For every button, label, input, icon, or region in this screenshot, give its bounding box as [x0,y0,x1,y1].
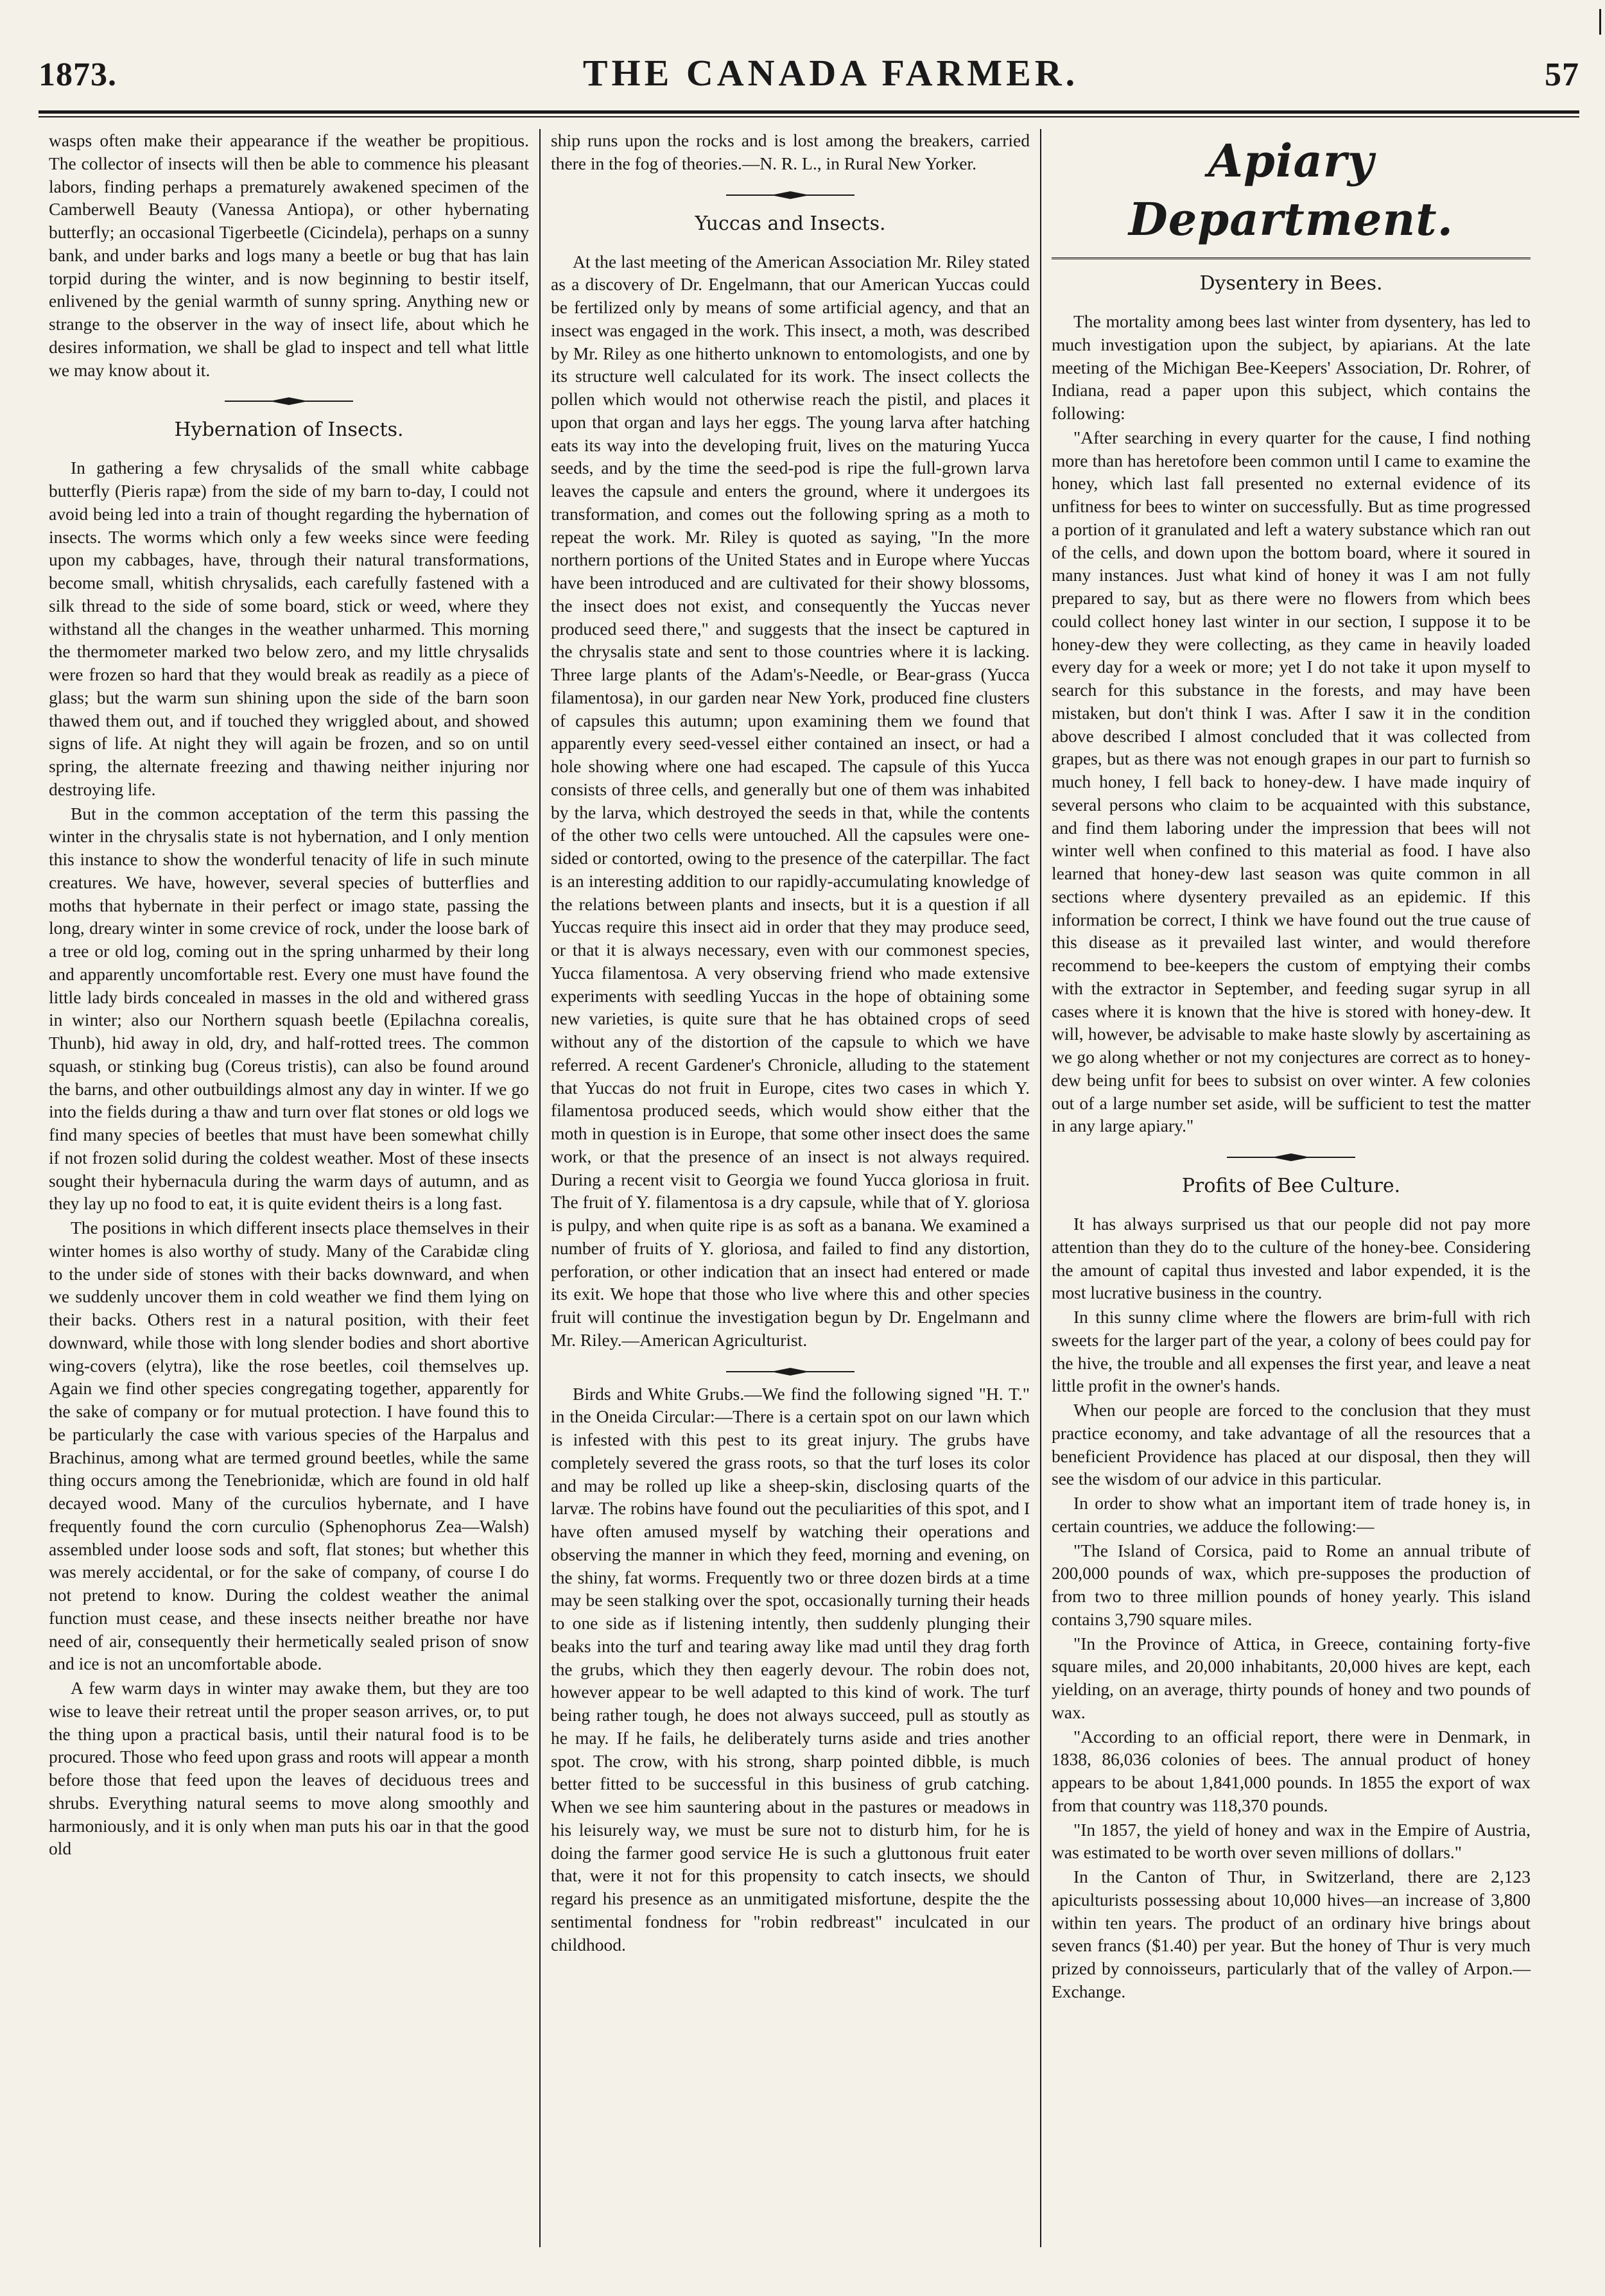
paragraph: In gathering a few chrysalids of the small white cabbage butterfly (Pieris rapæ) from the side of my barn to-day, I could not avoid being led into a train of thought regarding the hybernation of insects. The worms which only a few weeks since were feeding upon my cabbages, have, through their natural transformations, become small, whitish chrysalids, each carefully fastened with a silk thread to the side of some board, stick or weed, where they withstand all the changes in the weather unharmed. This morning the thermometer marked two below zero, and my little chrysalids were frozen so hard that they would break as readily as a piece of glass; but the warm sun shining upon the side of the barn soon thawed them out, and if touched they wriggled about, and showed signs of life. At night they will again be frozen, and so on until spring, the alternate freezing and thawing neither injuring nor destroying life. [49,458,529,799]
page-number: 57 [1545,56,1579,93]
article-heading: Yuccas and Insects. [695,212,886,235]
section-separator [551,191,1030,200]
page [39,51,1579,2272]
paragraph: When our people are forced to the conclusion that they must practice economy, and take advantage of all the resources that a beneficient Providence has placed at our disposal, then they will see the wisdom of our advice in this particular. [1052,1400,1531,1489]
issue-year: 1873. [39,56,117,93]
masthead [39,51,1579,105]
column-3 [1040,129,1541,2247]
department-heading: Apiary Department. [1052,132,1531,259]
paragraph: But in the common acceptation of the term this passing the winter in the chrysalis state is not hybernation, and I only mention this instance to show the wonderful tenacity of life in such minute creatures. We have, however, several species of butterflies and moths that hybernate in their perfect or imago state, passing the long, dreary winter in some crevice of rock, under the loose bark of a tree or old log, coming out in the spring unharmed by their long and apparently uncomfortable rest. Every one must have found the little lady birds concealed in masses in the old and withered grass in winter; also our Northern squash beetle (Epilachna corealis, Thunb), hid away in old, dry, and half-rotted trees. The common squash, or stinking bug (Coreus tristis), can also be found around the barns, and other outbuildings almost any day in winter. If we go into the fields during a thaw and turn over flat stones or old logs we find many species of beetles that must have been somewhat chilly if not frozen solid during the coldest weather. Most of these insects sought their hybernacula during the warm days of autumn, and as they lay up no food to eat, it is quite evident theirs is a long fast. [49,803,529,1214]
paragraph: In this sunny clime where the flowers are brim-full with rich sweets for the larger part of the year, a colony of bees could pay for the hive, the trouble and all expenses the first year, and leave a neat little profit in the owner's hands. [1052,1307,1531,1396]
paragraph: ship runs upon the rocks and is lost among the breakers, carried there in the fog of theories.—N. R. L., in Rural New Yorker. [551,130,1030,173]
paragraph: In order to show what an important item of trade honey is, in certain countries, we adduce the following:— [1052,1493,1531,1536]
paragraph: wasps often make their appearance if the weather be propitious. The collector of insects will then be able to commence his pleasant labors, finding perhaps a prematurely awakened specimen of the Camberwell Beauty (Vanessa Antiopa), or other hybernating butterfly; an occasional Tigerbeetle (Cicindela), perhaps on a sunny bank, and under barks and logs many a beetle or bug that has lain torpid during the winter, and is now beginning to bestir itself, enlivened by the genial warmth of sunny spring. Anything new or strange to the observer in the way of insect life, about which he desires information, we shall be glad to inspect and tell what little we may know about it. [49,130,529,380]
paragraph: "In the Province of Attica, in Greece, containing forty-five square miles, and 20,000 inhabitants, 20,000 hives are kept, each yielding, on an average, thirty pounds of honey and two pounds of wax. [1052,1633,1531,1722]
newspaper-title: THE CANADA FARMER. [582,52,1079,94]
paragraph: Birds and White Grubs.—We find the following signed "H. T." in the Oneida Circular:—There is a certain spot on our lawn which is infested with this pest to its great injury. The grubs have completely severed the grass roots, so that the turf loses its color and may be rolled up like a sheep-skin, disclosing quarts of the larvæ. The robins have found out the peculiarities of this spot, and I have often amused myself by watching their operations and observing the manner in which they feed, morning and evening, on the shiny, fat worms. Frequently two or three dozen birds at a time may be seen stalking over the spot, occasionally turning their heads to one side as if listening intently, then suddenly plunging their beaks into the turf and tearing away like mad until they drag forth the grubs, which they then eagerly devour. The robin does not, however appear to be well adapted to this kind of work. The turf being rather tough, he does not always succeed, pull as stoutly as he may. If he fails, he deliberately turns aside and tries another spot. The crow, with his strong, sharp pointed dibble, is much better fitted to be successful in this business of grub catching. When we see him sauntering about in the pastures or meadows in his leisurely way, we must be sure not to disturb him, for he is doing the farmer good service He is such a gluttonous fruit eater that, were it not for this propensity to catch insects, we should regard his presence as an unmitigated misfortune, despite the the sentimental fondness for "robin redbreast" inculcated in our childhood. [551,1383,1030,1955]
paragraph: "After searching in every quarter for the cause, I find nothing more than has heretofore been common until I came to examine the honey, which last fall presented no external evidence of its unfitness for bees to winter on successfully. But as time progressed a portion of it granulated and left a watery substance which ran out of the cells, and down upon the bottom board, where it soured in many instances. Just what kind of honey it was I am not fully prepared to say, but as there were no flowers from which bees could collect honey last winter in our section, I suppose it to be honey-dew they were collecting, as they came in heavily loaded every day for a week or more; yet I do not take it upon myself to search for this substance in the forests, and may have been mistaken, but don't think I was. After I saw it in the condition above described I almost concluded that it was collected from grapes, but as there was not enough grapes in our part to furnish so much honey, I fell back to honey-dew. I have made inquiry of several persons who claim to be acquainted with this substance, and find them laboring under the impression that bees will not winter well when confined to this material as food. I have also learned that honey-dew last season was quite common in all sections where dysentery prevailed as an epidemic. If this information be correct, I think we have found out the true cause of this disease as it prevailed last winter, and would therefore recommend to bee-keepers the custom of emptying their combs with the extractor in September, and feeding sugar syrup in all cases where it is known that the hive is stored with honey-dew. It will, however, be advisable to make haste slowly by ascertaining as we go along whether or not my conjectures are correct as to honey-dew being unfit for bees to subsist on over winter. A few colonies out of a large number set aside, will be sufficient to test the matter in any large apiary." [1052,427,1531,1136]
header-rule-thin [39,116,1579,117]
article-heading: Dysentery in Bees. [1199,272,1383,295]
paragraph: At the last meeting of the American Association Mr. Riley stated as a discovery of Dr. Engelmann, that our American Yuccas could be fertilized only by means of some artificial agency, and that an insect was engaged in the work. This insect, a moth, was described by Mr. Riley as one hitherto unknown to entomologists, and one by its structure well calculated for its work. The insect collects the pollen which would not otherwise reach the pistil, and places it upon that organ and lays her eggs. The young larva after hatching eats its way into the developing fruit, lives on the maturing Yucca seeds, and by the time the seed-pod is ripe the full-grown larva leaves the capsule and enters the ground, where it undergoes its transformation, and comes out the following spring as a moth to repeat the work. Mr. Riley is quoted as saying, "In the more northern portions of the United States and in Europe where Yuccas have been introduced and are cultivated for their showy blossoms, the insect does not exist, and consequently the Yuccas never produced seed there," and suggests that the insect be captured in the chrysalis state and sent to those countries where it is lacking. Three large plants of the Adam's-Needle, or Bear-grass (Yucca filamentosa), in our garden near New York, produced fine clusters of capsules this autumn; upon examining them we found that apparently every seed-vessel either contained an insect, or had a hole showing where one had escaped. The capsule of this Yucca consists of three cells, and generally but one of them was inhabited by the larva, which destroyed the seeds in that, while the contents of the other two cells were untouched. All the capsules were one-sided or contorted, owing to the presence of the caterpillar. The fact is an interesting addition to our rapidly-accumulating knowledge of the relations between plants and insects, but it is a question if all Yuccas require this insect aid in order that they may produce seed, or that it is always necessary, even with our commonest species, Yucca filamentosa. A very observing friend who made extensive experiments with seedling Yuccas in the hope of obtaining some new varieties, is quite sure that he has obtained crops of seed without any of the distortion of the capsule to which we have referred. A recent Gardener's Chronicle, alluding to the statement that Yuccas do not fruit in Europe, cites two cases in which Y. filamentosa produced seeds, which would show either that the moth in question is in Europe, that some other insect does the same work, or that the presence of an insect is not always required. During a recent visit to Georgia we found Yucca gloriosa in fruit. The fruit of Y. filamentosa is a dry capsule, while that of Y. gloriosa is pulpy, and when quite ripe is as soft as a banana. We examined a number of fruits of Y. gloriosa, and failed to find any distortion, perforation, or other indication that an insect had entered or made its exit. We hope that those who live where this and other species fruit will continue the investigation begun by Dr. Engelmann and Mr. Riley.—American Agriculturist. [551,251,1030,1350]
section-separator [1052,1153,1531,1162]
paragraph: In the Canton of Thur, in Switzerland, there are 2,123 apiculturists possessing about 10,000 hives—an increase of 3,800 within ten years. The product of an ordinary hive brings about seven francs ($1.40) per year. But the honey of Thur is very much prized by connoisseurs, particularly that of the valley of Arpon.—Exchange. [1052,1867,1531,2001]
paragraph: "In 1857, the yield of honey and wax in the Empire of Austria, was estimated to be worth over seven millions of dollars." [1052,1819,1531,1863]
section-separator [551,1367,1030,1376]
page-edge-mark [1599,9,1601,35]
column-1 [39,129,539,2247]
column-2 [539,129,1040,2247]
paragraph: The positions in which different insects place themselves in their winter homes is also worthy of study. Many of the Carabidæ cling to the under side of stones with their backs downward, and when we suddenly uncover them in cold weather we find them lying on their backs. Others rest in a natural position, with their feet downward, while those with long slender bodies and short abortive wing-covers (elytra), like the rose beetles, coil themselves up. Again we find other species congregating together, apparently for the sake of company or for mutual protection. I have found this to be particularly the case with various species of the Harpalus and Brachinus, among what are termed ground beetles, while the same thing occurs among the Tenebrionidæ, which are found in old half decayed wood. Many of the curculios hybernate, and I have frequently found the corn curculio (Sphenophorus Zea—Walsh) assembled under loose sods and soft, flat stones; but whether this was merely accidental, or for the sake of company, of course I do not pretend to know. During the coldest weather the animal function must cease, and these insects neither breathe nor have need of air, consequently their hermetically sealed prison of snow and ice is not an uncomfortable abode. [49,1218,529,1674]
paragraph: The mortality among bees last winter from dysentery, has led to much investigation upon the subject, by apiarians. At the late meeting of the Michigan Bee-Keepers' Association, Dr. Rohrer, of Indiana, read a paper upon this subject, which contains the following: [1052,311,1531,423]
section-separator [49,397,529,406]
article-heading: Profits of Bee Culture. [1181,1175,1401,1197]
paragraph: A few warm days in winter may awake them, but they are too wise to leave their retreat until the proper season arrives, or, to put the thing upon a practical basis, until their natural food is to be procured. Those who feed upon grass and roots will appear a month before those that feed upon the leaves of deciduous trees and shrubs. Everything natural seems to move along smoothly and harmoniously, and it is only when man puts his oar in that the good old [49,1678,529,1859]
paragraph: "The Island of Corsica, paid to Rome an annual tribute of 200,000 pounds of wax, which pre-supposes the production of from two to three million pounds of honey yearly. This island contains 3,790 square miles. [1052,1540,1531,1629]
paragraph: It has always surprised us that our people did not pay more attention than they do to the culture of the honey-bee. Considering the amount of capital thus invested and labor expended, it is the most lucrative business in the country. [1052,1214,1531,1303]
columns [39,129,1579,2247]
header-rule [39,110,1579,114]
paragraph: "According to an official report, there were in Denmark, in 1838, 86,036 colonies of bees. The annual product of honey appears to be about 1,841,000 pounds. In 1855 the export of wax from that country was 118,370 pounds. [1052,1726,1531,1815]
article-heading: Hybernation of Insects. [174,419,404,442]
